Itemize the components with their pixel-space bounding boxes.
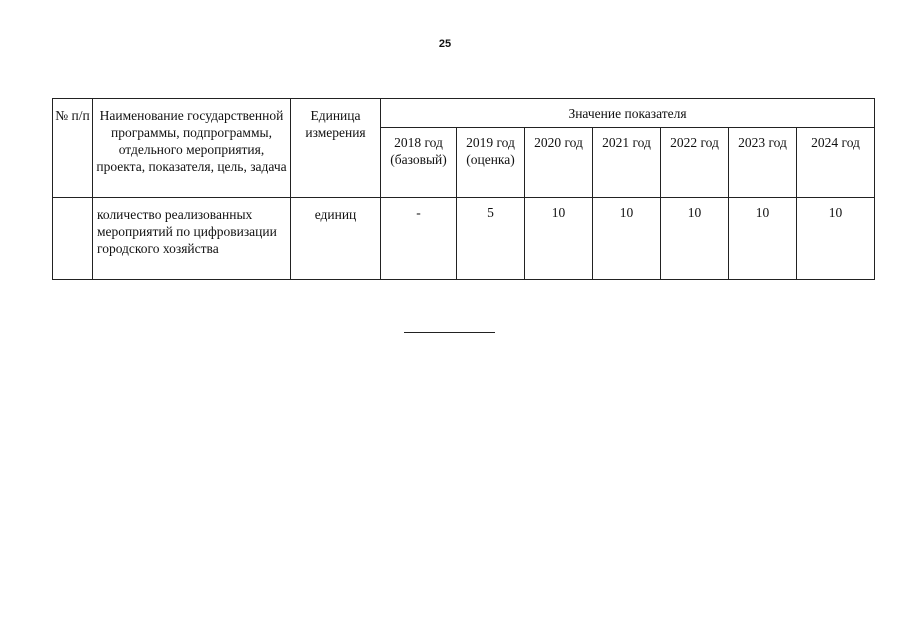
header-year: 2020 год: [525, 128, 593, 198]
header-number: № п/п: [53, 99, 93, 198]
row-value-cell: 10: [729, 198, 797, 280]
header-row-top: [53, 99, 875, 128]
row-value-cell: -: [381, 198, 457, 280]
header-year: 2024 год: [797, 128, 875, 198]
header-year: 2021 год: [593, 128, 661, 198]
header-name: Наименование государственной программы, подпрограммы, отдельного мероприятия, проекта, показателя, цель, задача: [93, 99, 291, 198]
row-value-cell: 10: [797, 198, 875, 280]
header-year: 2018 год (базовый): [381, 128, 457, 198]
row-value-cell: 10: [525, 198, 593, 280]
row-unit-cell: единиц: [291, 198, 381, 280]
indicators-table: [52, 98, 875, 280]
table-row: [53, 198, 875, 280]
row-value-cell: 10: [593, 198, 661, 280]
row-number-cell: [53, 198, 93, 280]
page-number: 25: [438, 38, 452, 50]
header-year: 2023 год: [729, 128, 797, 198]
header-year: 2022 год: [661, 128, 729, 198]
header-year: 2019 год (оценка): [457, 128, 525, 198]
header-unit: Единица измерения: [291, 99, 381, 198]
header-value-group: Значение показателя: [381, 99, 875, 128]
row-name-cell: количество реализованных мероприятий по цифровизации городского хозяйства: [93, 198, 291, 280]
row-value-cell: 10: [661, 198, 729, 280]
row-value-cell: 5: [457, 198, 525, 280]
end-of-document-rule: [404, 332, 495, 333]
